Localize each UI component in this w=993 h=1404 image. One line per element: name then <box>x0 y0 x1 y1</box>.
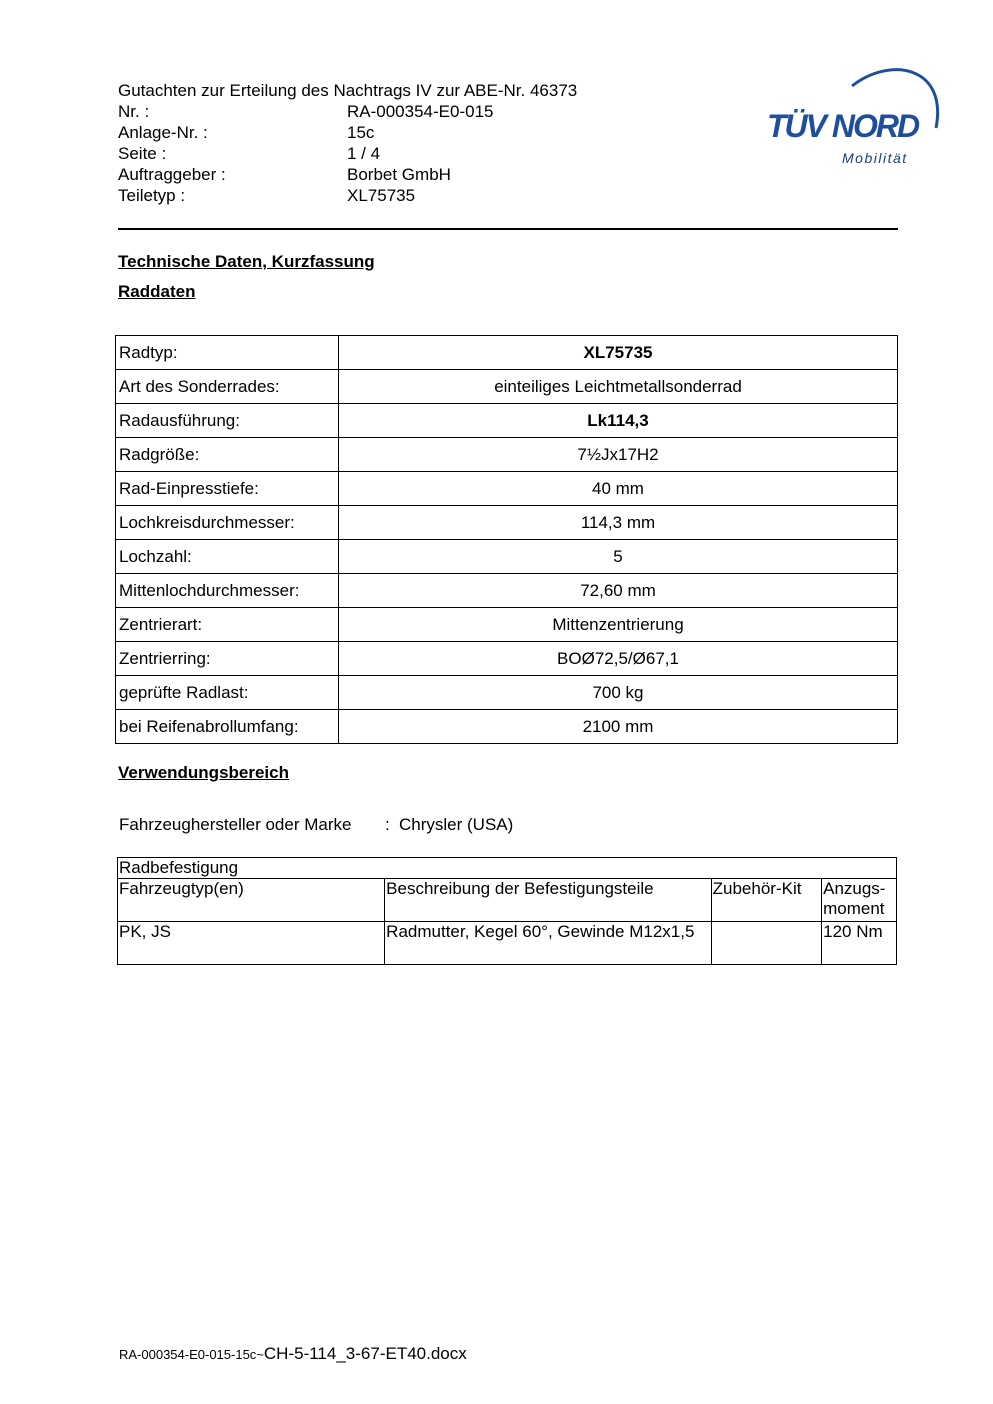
header-label: Anlage-Nr. : <box>118 123 208 142</box>
wheel-data-label: Radtyp: <box>116 336 339 370</box>
table-cell: 120 Nm <box>822 922 897 965</box>
wheel-data-label: Zentrierring: <box>116 642 339 676</box>
wheel-data-value: 700 kg <box>339 676 898 710</box>
wheel-data-label: bei Reifenabrollumfang: <box>116 710 339 744</box>
wheel-data-value: XL75735 <box>339 336 898 370</box>
header-row-anlage <box>118 122 577 143</box>
table-row <box>116 608 898 642</box>
wheel-data-label: geprüfte Radlast: <box>116 676 339 710</box>
table-cell: PK, JS <box>118 922 385 965</box>
footer-prefix: RA-000354-E0-015-15c~ <box>119 1347 264 1362</box>
header-divider <box>118 228 898 230</box>
fastening-title: Radbefestigung <box>118 858 897 879</box>
wheel-data-label: Zentrierart: <box>116 608 339 642</box>
wheel-data-label: Radausführung: <box>116 404 339 438</box>
maker-label: Fahrzeughersteller oder Marke <box>119 815 352 834</box>
wheel-data-label: Rad-Einpresstiefe: <box>116 472 339 506</box>
column-header: Beschreibung der Befestigungsteile <box>385 879 711 922</box>
wheel-data-table <box>115 335 898 744</box>
table-row <box>116 404 898 438</box>
table-row <box>116 438 898 472</box>
header-value: 1 / 4 <box>347 144 381 163</box>
maker-value: Chrysler (USA) <box>399 815 514 834</box>
maker-separator: : <box>385 815 390 834</box>
wheel-data-value: 7½Jx17H2 <box>339 438 898 472</box>
table-row <box>116 336 898 370</box>
header-row-nr <box>118 101 577 122</box>
tuv-nord-logo <box>760 58 945 173</box>
header-label: Teiletyp : <box>118 186 186 205</box>
table-cell: Radmutter, Kegel 60°, Gewinde M12x1,5 <box>385 922 711 965</box>
header-label: Seite : <box>118 144 167 163</box>
column-header: Anzugs-moment <box>822 879 897 922</box>
column-header: Fahrzeugtyp(en) <box>118 879 385 922</box>
header-label: Nr. : <box>118 102 150 121</box>
wheel-data-value: Lk114,3 <box>339 404 898 438</box>
wheel-data-label: Lochkreisdurchmesser: <box>116 506 339 540</box>
table-row <box>116 506 898 540</box>
table-row <box>116 642 898 676</box>
wheel-data-label: Art des Sonderrades: <box>116 370 339 404</box>
header-value: XL75735 <box>347 186 416 205</box>
table-row <box>116 676 898 710</box>
wheel-data-label: Lochzahl: <box>116 540 339 574</box>
column-header: Zubehör-Kit <box>711 879 821 922</box>
wheel-data-value: 114,3 mm <box>339 506 898 540</box>
table-row <box>116 574 898 608</box>
table-row <box>118 922 897 965</box>
logo-text: TÜV NORD <box>767 108 919 144</box>
header-value: RA-000354-E0-015 <box>347 102 494 121</box>
wheel-data-value: BOØ72,5/Ø67,1 <box>339 642 898 676</box>
heading-wheel-data: Raddaten <box>118 282 196 301</box>
vehicle-maker-line <box>119 815 513 835</box>
header-value: Borbet GmbH <box>347 165 451 184</box>
header-value: 15c <box>347 123 375 142</box>
header-row-teiletyp <box>118 185 577 206</box>
header-title: Gutachten zur Erteilung des Nachtrags IV zur ABE-Nr. 46373 <box>118 81 578 100</box>
header-row-seite <box>118 143 577 164</box>
wheel-data-value: Mittenzentrierung <box>339 608 898 642</box>
table-row <box>116 370 898 404</box>
footer-filename <box>119 1344 467 1364</box>
table-cell <box>711 922 821 965</box>
header-row-auftraggeber <box>118 164 577 185</box>
footer-file: CH-5-114_3-67-ET40.docx <box>263 1344 467 1363</box>
wheel-data-value: 40 mm <box>339 472 898 506</box>
wheel-data-value: einteiliges Leichtmetallsonderrad <box>339 370 898 404</box>
document-header <box>118 80 577 206</box>
wheel-data-value: 2100 mm <box>339 710 898 744</box>
fastening-table <box>117 857 897 965</box>
table-header-row <box>118 879 897 922</box>
wheel-data-label: Mittenlochdurchmesser: <box>116 574 339 608</box>
heading-technical: Technische Daten, Kurzfassung <box>118 252 375 271</box>
table-title-row <box>118 858 897 879</box>
header-label: Auftraggeber : <box>118 165 226 184</box>
wheel-data-value: 72,60 mm <box>339 574 898 608</box>
table-row <box>116 710 898 744</box>
table-row <box>116 540 898 574</box>
table-row <box>116 472 898 506</box>
wheel-data-value: 5 <box>339 540 898 574</box>
heading-usage: Verwendungsbereich <box>118 763 289 782</box>
wheel-data-label: Radgröße: <box>116 438 339 472</box>
logo-subtitle: Mobilität <box>842 150 908 166</box>
